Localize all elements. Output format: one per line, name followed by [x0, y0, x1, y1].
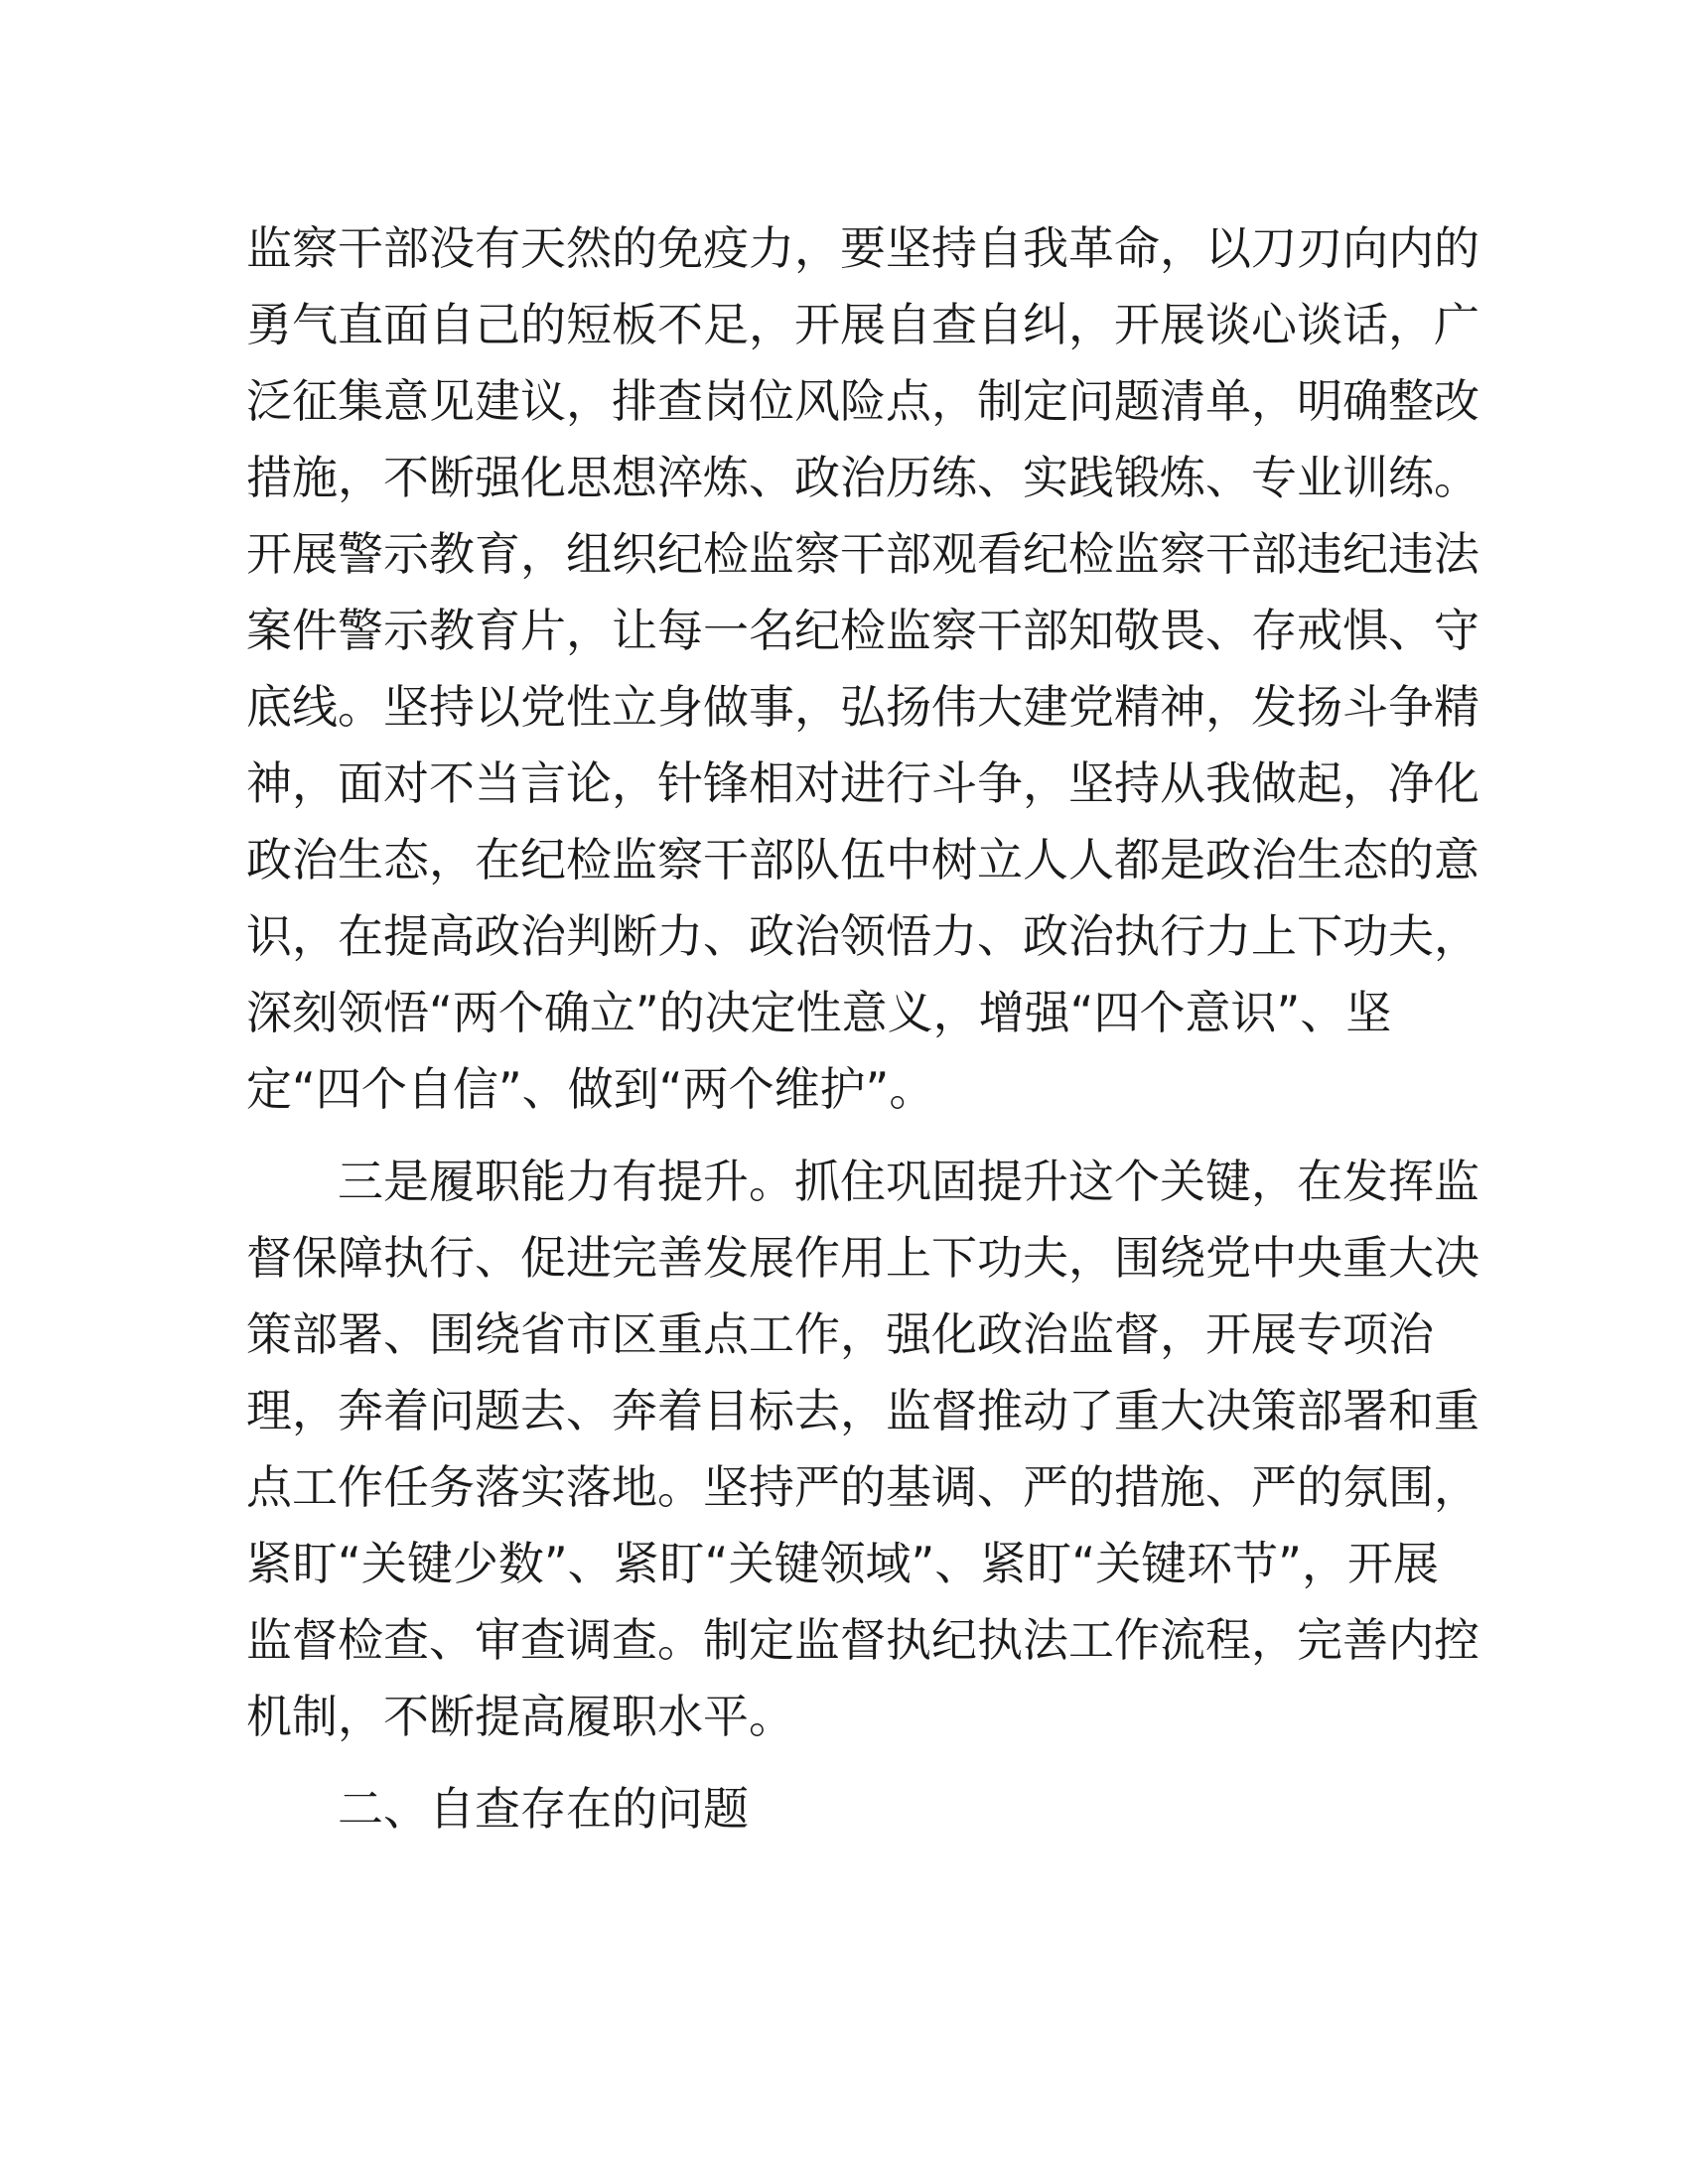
paragraph-2	[246, 1144, 1479, 1755]
text-line: 案件警示教育片，让每一名纪检监察干部知敬畏、存戒惧、守	[246, 604, 1479, 657]
paragraph-spacing	[246, 1755, 1458, 1771]
document-body	[246, 210, 1479, 1847]
text-line: 开展警示教育，组织纪检监察干部观看纪检监察干部违纪违法	[246, 527, 1479, 581]
section-heading	[246, 1771, 1458, 1847]
text-line: 监察干部没有天然的免疫力，要坚持自我革命，以刀刃向内的	[246, 221, 1479, 275]
text-line: 监督检查、审查调查。制定监督执纪执法工作流程，完善内控	[246, 1613, 1479, 1667]
text-line: 政治生态，在纪检监察干部队伍中树立人人都是政治生态的意	[246, 833, 1479, 887]
text-line: 理，奔着问题去、奔着目标去，监督推动了重大决策部署和重	[246, 1384, 1479, 1437]
text-line: 措施，不断强化思想淬炼、政治历练、实践锻炼、专业训练。	[246, 451, 1479, 504]
text-line: 识，在提高政治判断力、政治领悟力、政治执行力上下功夫，	[246, 909, 1479, 963]
paragraph-1	[246, 210, 1479, 1128]
text-line: 督保障执行、促进完善发展作用上下功夫，围绕党中央重大决	[246, 1231, 1479, 1285]
text-line: 机制，不断提高履职水平。	[246, 1690, 794, 1743]
text-line: 紧盯“关键少数”、紧盯“关键领域”、紧盯“关键环节”，开展	[246, 1537, 1439, 1590]
section-heading-text: 二、自查存在的问题	[338, 1782, 749, 1836]
text-line: 泛征集意见建议，排查岗位风险点，制定问题清单，明确整改	[246, 374, 1479, 428]
text-line: 神，面对不当言论，针锋相对进行斗争，坚持从我做起，净化	[246, 756, 1479, 810]
text-line: 三是履职能力有提升。抓住巩固提升这个关键，在发挥监	[338, 1155, 1479, 1208]
text-line: 策部署、围绕省市区重点工作，强化政治监督，开展专项治	[246, 1307, 1434, 1361]
text-line: 勇气直面自己的短板不足，开展自查自纠，开展谈心谈话，广	[246, 298, 1479, 351]
text-line: 点工作任务落实落地。坚持严的基调、严的措施、严的氛围，	[246, 1460, 1479, 1514]
text-line: 深刻领悟“两个确立”的决定性意义，增强“四个意识”、坚	[246, 986, 1392, 1039]
paragraph-spacing	[246, 1128, 1458, 1144]
text-line: 定“四个自信”、做到“两个维护”。	[246, 1062, 935, 1116]
text-line: 底线。坚持以党性立身做事，弘扬伟大建党精神，发扬斗争精	[246, 680, 1479, 734]
